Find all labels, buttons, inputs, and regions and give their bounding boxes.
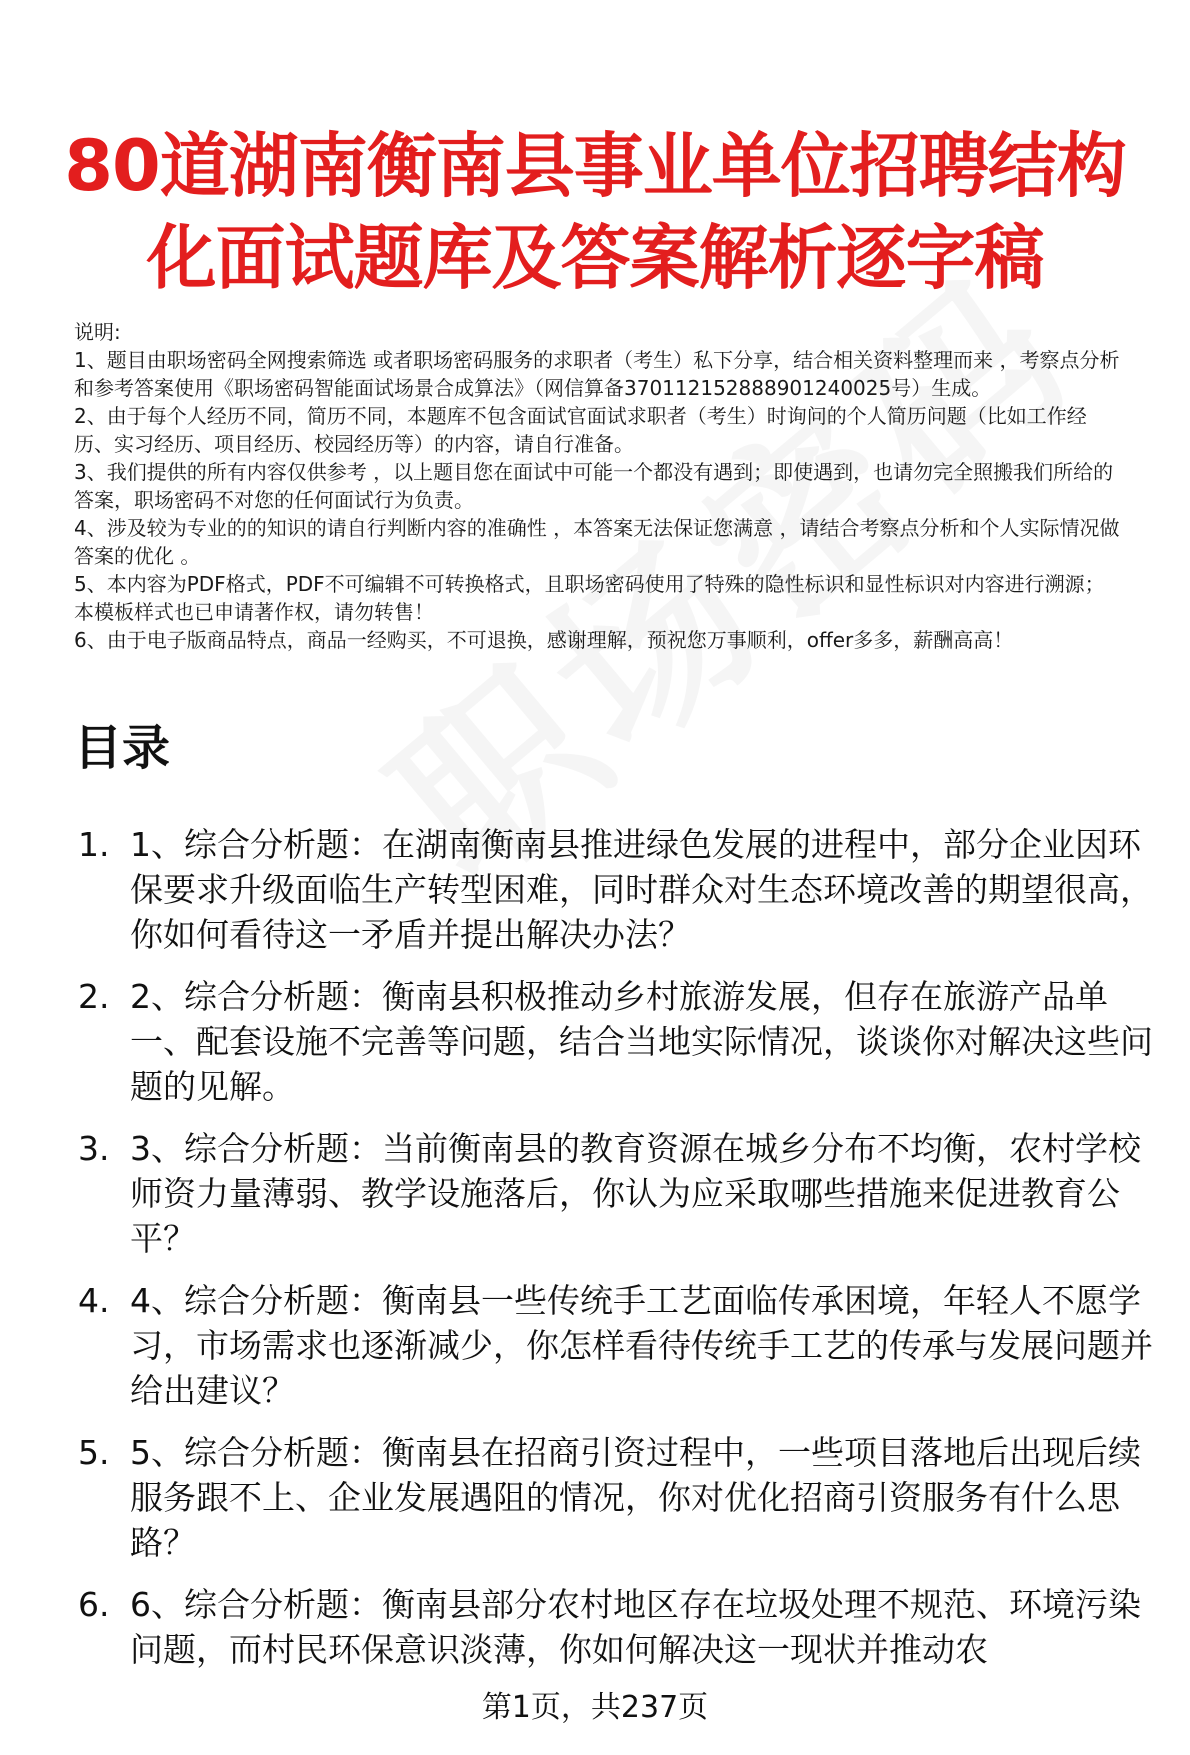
notes-line: 6、由于电子版商品特点，商品一经购买，不可退换，感谢理解，预祝您万事顺利，offer多多，薪酬高高！ — [74, 628, 1014, 652]
table-of-contents — [74, 822, 1170, 1689]
notes-line: 3、我们提供的所有内容仅供参考 ，以上题目您在面试中可能一个都没有遇到；即使遇到，也请勿完全照搬我们所给的答案，职场密码不对您的任何面试行为负责。 — [74, 460, 1114, 512]
toc-heading: 目录 — [74, 720, 171, 776]
toc-item[interactable] — [74, 822, 1170, 957]
notes-line: 4、涉及较为专业的的知识的请自行判断内容的准确性 ，本答案无法保证您满意 ，请结合考察点分析和个人实际情况做答案的优化 。 — [74, 516, 1120, 568]
toc-item[interactable] — [74, 1126, 1170, 1261]
document-title: 80道湖南衡南县事业单位招聘结构化面试题库及答案解析逐字稿 — [64, 125, 1126, 299]
toc-item-number: 2. — [78, 977, 110, 1016]
toc-item[interactable] — [74, 1430, 1170, 1565]
toc-item-text: 5、综合分析题：衡南县在招商引资过程中，一些项目落地后出现后续服务跟不上、企业发展遇阻的情况，你对优化招商引资服务有什么思路？ — [130, 1433, 1141, 1562]
toc-item-text: 1、综合分析题：在湖南衡南县推进绿色发展的进程中，部分企业因环保要求升级面临生产转型困难，同时群众对生态环境改善的期望很高，你如何看待这一矛盾并提出解决办法？ — [130, 825, 1153, 954]
notes-line: 1、题目由职场密码全网搜索筛选 或者职场密码服务的求职者（考生）私下分享，结合相关资料整理而来 ，考察点分析和参考答案使用《职场密码智能面试场景合成算法》（网信算备370112152888901240025号）生成。 — [74, 348, 1120, 400]
notes-section — [74, 318, 1124, 654]
toc-item[interactable] — [74, 1582, 1170, 1672]
toc-item-number: 3. — [78, 1129, 110, 1168]
toc-item[interactable] — [74, 1278, 1170, 1413]
page-footer: 第1页，共237页 — [481, 1690, 709, 1725]
notes-line: 说明: — [74, 320, 121, 344]
toc-item-number: 4. — [78, 1281, 110, 1320]
toc-item-text: 4、综合分析题：衡南县一些传统手工艺面临传承困境，年轻人不愿学习，市场需求也逐渐减少，你怎样看待传统手工艺的传承与发展问题并给出建议？ — [130, 1281, 1153, 1410]
toc-item-text: 6、综合分析题：衡南县部分农村地区存在垃圾处理不规范、环境污染问题，而村民环保意识淡薄，你如何解决这一现状并推动农 — [130, 1585, 1141, 1669]
toc-item-text: 3、综合分析题：当前衡南县的教育资源在城乡分布不均衡，农村学校师资力量薄弱、教学设施落后，你认为应采取哪些措施来促进教育公平？ — [130, 1129, 1141, 1258]
notes-line: 5、本内容为PDF格式，PDF不可编辑不可转换格式，且职场密码使用了特殊的隐性标识和显性标识对内容进行溯源；本模板样式也已申请著作权，请勿转售！ — [74, 572, 1105, 624]
toc-item-number: 6. — [78, 1585, 110, 1624]
notes-line: 2、由于每个人经历不同，简历不同，本题库不包含面试官面试求职者（考生）时询问的个人简历问题（比如工作经历、实习经历、项目经历、校园经历等）的内容，请自行准备。 — [74, 404, 1087, 456]
toc-item[interactable] — [74, 974, 1170, 1109]
toc-item-text: 2、综合分析题：衡南县积极推动乡村旅游发展，但存在旅游产品单一、配套设施不完善等问题，结合当地实际情况，谈谈你对解决这些问题的见解。 — [130, 977, 1153, 1106]
toc-item-number: 1. — [78, 825, 110, 864]
toc-item-number: 5. — [78, 1433, 110, 1472]
